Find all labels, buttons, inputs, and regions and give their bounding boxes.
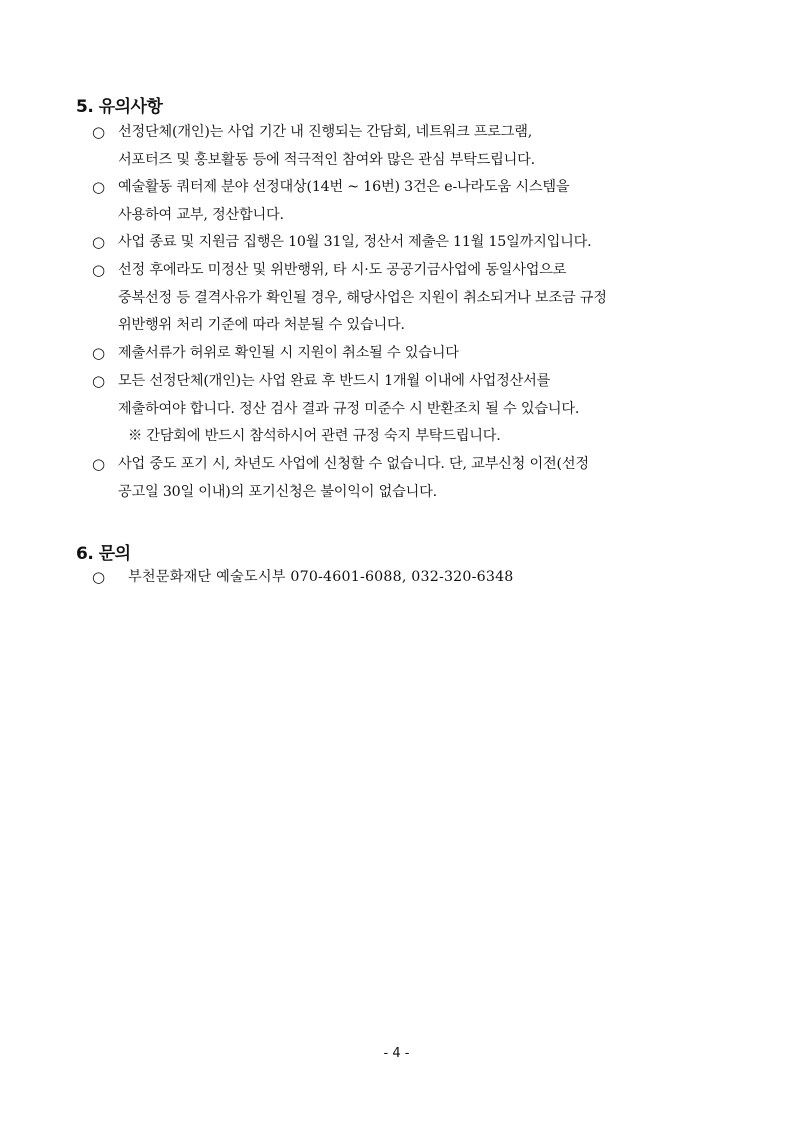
- circle-bullet-icon: ○: [92, 261, 105, 279]
- circle-bullet-icon: ○: [92, 344, 105, 362]
- contact-item: [92, 564, 514, 591]
- notice-line: 제출하여야 합니다. 정산 검사 결과 규정 미준수 시 반환조치 될 수 있습니다.: [118, 400, 580, 417]
- notice-line: 모든 선정단체(개인)는 사업 완료 후 반드시 1개월 이내에 사업정산서를: [118, 373, 551, 389]
- notice-line: 선정 후에라도 미정산 및 위반행위, 타 시·도 공공기금사업에 동일사업으로: [118, 262, 567, 278]
- circle-bullet-icon: ○: [92, 233, 105, 251]
- notice-line: 사업 중도 포기 시, 차년도 사업에 신청할 수 없습니다. 단, 교부신청 이전(선정: [118, 456, 589, 472]
- notice-line: 사업 종료 및 지원금 집행은 10월 31일, 정산서 제출은 11월 15일까지입니다.: [118, 234, 592, 250]
- notice-line: 위반행위 처리 기준에 따라 처분될 수 있습니다.: [118, 317, 405, 333]
- contact-info: 부천문화재단 예술도시부 070-4601-6088, 032-320-6348: [128, 569, 514, 585]
- notice-item-4: [92, 257, 732, 340]
- notice-item-6: [92, 368, 732, 451]
- notice-item-1: [92, 119, 732, 174]
- circle-bullet-icon: ○: [92, 123, 105, 141]
- circle-bullet-icon: ○: [92, 372, 105, 390]
- notice-line: 사용하여 교부, 정산합니다.: [118, 206, 284, 223]
- notice-line: 공고일 30일 이내)의 포기신청은 불이익이 없습니다.: [118, 483, 437, 500]
- reference-note: ※ 간담회에 반드시 참석하시어 관련 규정 숙지 부탁드립니다.: [128, 428, 501, 444]
- notice-item-7: [92, 451, 732, 506]
- notice-line: 예술활동 쿼터제 분야 선정대상(14번 ~ 16번) 3건은 e-나라도움 시스템을: [118, 179, 570, 195]
- notice-line: 선정단체(개인)는 사업 기간 내 진행되는 간담회, 네트워크 프로그램,: [118, 124, 533, 140]
- notice-line: 서포터즈 및 홍보활동 등에 적극적인 참여와 많은 관심 부탁드립니다.: [118, 151, 535, 168]
- page-number: - 4 -: [383, 1046, 410, 1061]
- section-5-title: 5. 유의사항: [76, 97, 163, 117]
- notice-item-2: [92, 174, 732, 229]
- notice-item-3: [92, 229, 732, 257]
- circle-bullet-icon: ○: [92, 455, 105, 473]
- section-6-title: 6. 문의: [76, 544, 131, 564]
- circle-bullet-icon: ○: [92, 178, 105, 196]
- notice-item-5: [92, 340, 732, 368]
- notice-line: 중복선정 등 결격사유가 확인될 경우, 해당사업은 지원이 취소되거나 보조금 규정: [118, 289, 607, 306]
- notice-line: 제출서류가 허위로 확인될 시 지원이 취소될 수 있습니다: [118, 345, 459, 361]
- circle-bullet-icon: ○: [92, 568, 106, 586]
